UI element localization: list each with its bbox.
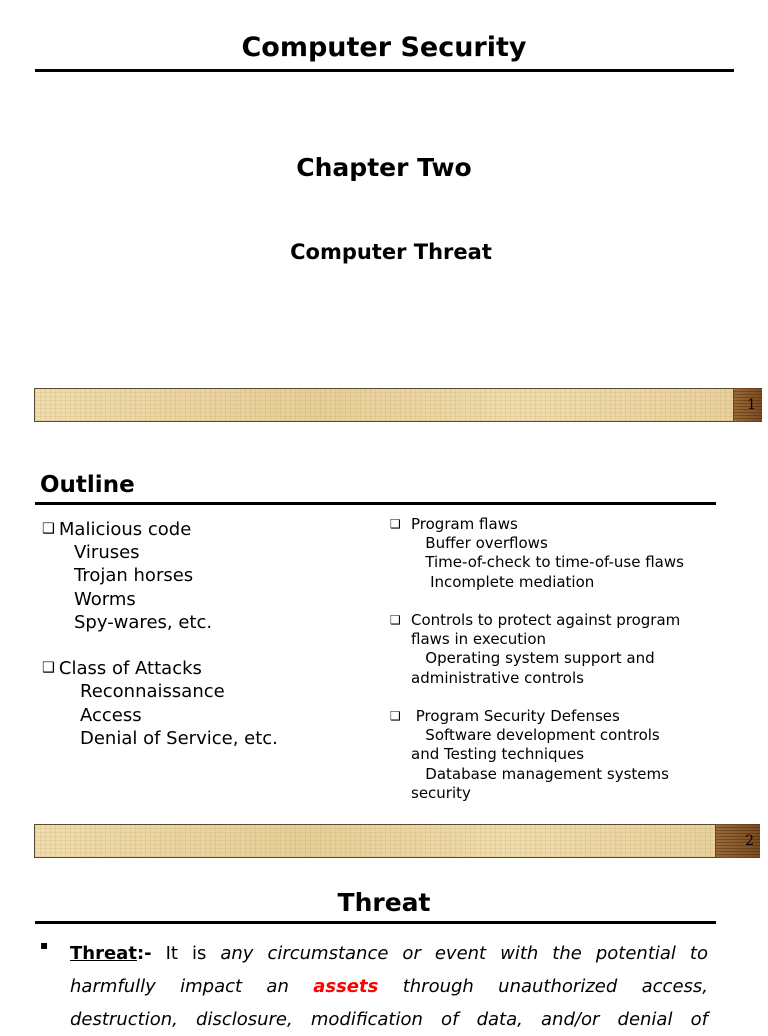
checkbox-bullet-icon: ❑ [42,521,55,537]
outline-group [390,707,730,803]
checkbox-bullet-icon: ❑ [42,660,55,677]
outline-line: flaws in execution [411,630,547,649]
outline-line: security [411,783,471,802]
slide2-footer-bar [34,824,716,858]
outline-group [390,515,730,592]
assets-highlight: assets [313,976,379,997]
outline-line: Controls to protect against program [411,611,681,629]
outline-line: Buffer overflows [411,534,548,553]
checkbox-bullet-icon: ❑ [390,517,401,531]
slide2-title: Outline [40,472,135,498]
threat-term-suffix: :- [136,943,152,964]
threat-definition [70,937,708,1036]
outline-line: administrative controls [411,668,584,687]
outline-line: Program Security Defenses [411,707,620,725]
outline-line: Incomplete mediation [411,572,595,591]
slide3-title-rule [35,921,716,924]
outline-item: Denial of Service, etc. [80,727,278,749]
outline-line: Database management systems [411,764,669,783]
definition-plain: It is [151,943,221,964]
checkbox-bullet-icon: ❑ [390,709,401,723]
outline-left-column [42,518,278,750]
outline-right-column [390,515,730,803]
outline-line: Program flaws [411,515,518,533]
outline-item: Access [80,704,142,726]
outline-line: Time-of-check to time-of-use flaws [411,553,684,572]
square-bullet-icon: ▪ [40,938,49,952]
outline-item: Reconnaissance [80,681,225,703]
outline-line: Software development controls [411,726,660,745]
slide2-title-rule [35,502,716,505]
definition-italic: any circumstance or event with the potential to harmfully impact an [70,943,708,997]
outline-line: and Testing techniques [411,745,585,764]
definition-italic-continued: through unauthorized access, destruction, disclosure, modification of data, and/or denial of [70,976,708,1030]
outline-group-heading: ❑ Class of Attacks [42,658,202,680]
slide1-subtitle: Computer Threat [290,240,492,264]
slide1-chapter: Chapter Two [296,153,472,182]
outline-line: Operating system support and [411,649,655,668]
outline-item: Viruses [74,542,140,564]
outline-group [390,611,730,688]
outline-item: Spy-wares, etc. [74,611,213,633]
slide3-title: Threat [337,888,431,917]
checkbox-bullet-icon: ❑ [390,613,401,627]
slide1-page-number: 1 [734,388,762,422]
slide1-title: Computer Security [241,32,527,63]
outline-item: Worms [74,588,136,610]
outline-item: Trojan horses [74,565,194,587]
slide1-title-rule [35,69,734,72]
slide2-page-number: 2 [716,824,760,858]
outline-group-heading: ❑ Malicious code [42,519,192,540]
slide1-footer-bar [34,388,734,422]
threat-term: Threat [70,943,137,964]
